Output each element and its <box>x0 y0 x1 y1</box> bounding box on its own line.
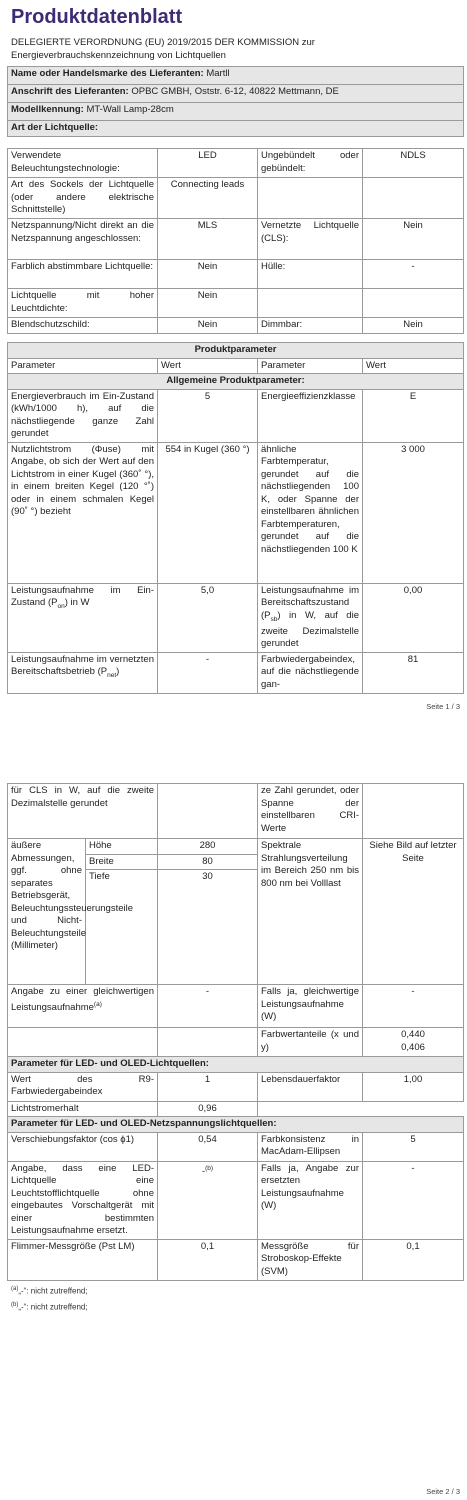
type-label: Art des Sockels der Lichtquelle (oder andere elektrische Schnittstelle) <box>8 178 158 219</box>
column-header-parameter: Parameter <box>258 358 363 374</box>
type-label: Blendschutzschild: <box>8 318 158 334</box>
replacement-value: -$^{(b)}$ <box>158 1161 258 1239</box>
energy-consumption-label: Energieverbrauch im Ein-Zustand (kWh/1000 h), auf die nächstliegende ganze Zahl gerundet <box>8 389 158 442</box>
energy-consumption-value: 5 <box>158 389 258 442</box>
power-networked-value: - <box>158 652 258 693</box>
cri-value: 81 <box>363 652 464 693</box>
type-label: Hülle: <box>258 260 363 289</box>
type-label <box>258 178 363 219</box>
dimensions-label: äußere Abmessungen, ggf. ohne separates Betriebsgerät, Beleuchtungssteuerungsteile und Nicht-Beleuchtungsteile (Millimeter) <box>8 839 86 985</box>
page-title: Produktdatenblatt <box>11 6 183 28</box>
mains-params-heading: Parameter für LED- und OLED-Netzspannungslichtquellen: <box>8 1117 464 1133</box>
color-temperature-value: 3 000 <box>363 442 464 583</box>
color-temperature-label: ähnliche Farbtemperatur, gerundet auf die nächstliegenden 100 K, oder Spanne der einstellbaren ähnlichen Farbtemperaturen, gerundet auf die nächstliegenden 100 K <box>258 442 363 583</box>
type-row <box>8 178 464 219</box>
dimension-width-label: Breite <box>86 854 158 870</box>
model-value: MT-Wall Lamp-28cm <box>86 104 174 115</box>
color-consistency-value: 5 <box>363 1132 464 1161</box>
equivalent-power-watts-value: - <box>363 985 464 1028</box>
product-params-table-continued <box>7 783 464 1281</box>
type-value: Nein <box>363 219 464 260</box>
column-header-parameter: Parameter <box>8 358 158 374</box>
page-number: Seite 2 / 3 <box>426 1487 460 1496</box>
power-on-value: 5,0 <box>158 583 258 652</box>
led-params-heading: Parameter für LED- und OLED-Lichtquellen: <box>8 1057 464 1073</box>
supplier-name-row <box>8 67 464 85</box>
energy-class-value: E <box>363 389 464 442</box>
product-params-table <box>7 342 464 694</box>
spectral-distribution-label: Spektrale Strahlungsverteilung im Bereich 250 nm bis 800 nm bei Volllast <box>258 839 363 985</box>
footnote-a: $^{(a)}$„-“: nicht zutreffend; <box>11 1286 88 1296</box>
flicker-value: 0,1 <box>158 1239 258 1280</box>
power-standby-label: Leistungsaufnahme im Bereitschaftszustand $(P_{sb})$ in W, auf die zweite Dezimalstelle gerundet <box>258 583 363 652</box>
type-label: Vernetzte Lichtquelle (CLS): <box>258 219 363 260</box>
power-networked-label-continued: für CLS in W, auf die zweite Dezimalstelle gerundet <box>8 784 158 839</box>
dimension-depth-value: 30 <box>158 870 258 985</box>
light-source-type-table <box>7 148 464 334</box>
type-value: MLS <box>158 219 258 260</box>
stroboscopic-label: Messgröße für Stroboskop-Effekte (SVM) <box>258 1239 363 1280</box>
type-row <box>8 318 464 334</box>
type-label: Ungebündelt oder gebündelt: <box>258 149 363 178</box>
model-label: Modellkennung: <box>11 104 84 115</box>
page-2 <box>0 775 467 1500</box>
dimension-height-label: Höhe <box>86 839 158 855</box>
dimension-width-value: 80 <box>158 854 258 870</box>
type-label: Netzspannung/Nicht direkt an die Netzspannung angeschlossen: <box>8 219 158 260</box>
equivalent-power-label: Angabe zu einer gleichwertigen Leistungsaufnahme$^{(a)}$ <box>8 985 158 1028</box>
power-networked-label: Leistungsaufnahme im vernetzten Bereitschaftsbetrieb $(P_{net})$ <box>8 652 158 693</box>
type-label: Lichtquelle mit hoher Leuchtdichte: <box>8 289 158 318</box>
type-value: Nein <box>158 260 258 289</box>
type-label <box>258 289 363 318</box>
type-row <box>8 260 464 289</box>
type-value: Nein <box>158 289 258 318</box>
type-label: Verwendete Beleuchtungstechnologie: <box>8 149 158 178</box>
power-factor-label: Verschiebungsfaktor (cos ϕ1) <box>8 1132 158 1161</box>
supplier-address-label: Anschrift des Lieferanten: <box>11 86 129 97</box>
footnote-b: $^{(b)}$„-“: nicht zutreffend; <box>11 1302 88 1312</box>
equivalent-power-watts-label: Falls ja, gleichwertige Leistungsaufnahme (W) <box>258 985 363 1028</box>
dimension-depth-label: Tiefe <box>86 870 158 985</box>
type-value: Nein <box>158 318 258 334</box>
type-label: Dimmbar: <box>258 318 363 334</box>
type-row <box>8 289 464 318</box>
page-number: Seite 1 / 3 <box>426 702 460 711</box>
spectral-distribution-value: Siehe Bild auf letzter Seite <box>363 839 464 985</box>
supplier-name-value: Martll <box>206 68 230 79</box>
type-value: - <box>363 260 464 289</box>
replacement-label: Angabe, dass eine LED-Lichtquelle eine Leuchtstofflichtquelle ohne eingebautes Vorschaltgerät mit einer bestimmten Leistungsaufnahme ersetzt. <box>8 1161 158 1239</box>
replacement-power-value: - <box>363 1161 464 1239</box>
type-label: Farblich abstimmbare Lichtquelle: <box>8 260 158 289</box>
r9-value: 1 <box>158 1072 258 1101</box>
lumen-maintenance-label: Lichtstromerhalt <box>8 1101 158 1117</box>
page-1 <box>0 0 467 718</box>
lumen-maintenance-value: 0,96 <box>158 1101 258 1117</box>
column-header-value: Wert <box>363 358 464 374</box>
stroboscopic-value: 0,1 <box>363 1239 464 1280</box>
lifetime-factor-value: 1,00 <box>363 1072 464 1101</box>
equivalent-power-value: - <box>158 985 258 1028</box>
flicker-label: Flimmer-Messgröße (Pst LM) <box>8 1239 158 1280</box>
type-value: LED <box>158 149 258 178</box>
cri-label-continued: ze Zahl gerundet, oder Spanne der einstellbaren CRI-Werte <box>258 784 363 839</box>
luminous-flux-value: 554 in Kugel (360 °) <box>158 442 258 583</box>
chromaticity-label: Farbwertanteile (x und y) <box>258 1028 363 1057</box>
power-factor-value: 0,54 <box>158 1132 258 1161</box>
type-row <box>8 149 464 178</box>
energy-class-label: Energieeffizienzklasse <box>258 389 363 442</box>
light-source-type-heading: Art der Lichtquelle: <box>8 121 464 137</box>
type-value <box>363 289 464 318</box>
lifetime-factor-label: Lebensdauerfaktor <box>258 1072 363 1101</box>
type-value: NDLS <box>363 149 464 178</box>
type-row <box>8 219 464 260</box>
replacement-power-label: Falls ja, Angabe zur ersetzten Leistungsaufnahme (W) <box>258 1161 363 1239</box>
chromaticity-value <box>363 1028 464 1057</box>
r9-label: Wert des R9-Farbwiedergabeindex <box>8 1072 158 1101</box>
general-params-heading: Allgemeine Produktparameter: <box>8 374 464 390</box>
color-consistency-label: Farbkonsistenz in MacAdam-Ellipsen <box>258 1132 363 1161</box>
column-header-value: Wert <box>158 358 258 374</box>
type-value <box>363 178 464 219</box>
dimension-height-value: 280 <box>158 839 258 855</box>
type-value: Connecting leads <box>158 178 258 219</box>
power-standby-value: 0,00 <box>363 583 464 652</box>
product-params-heading: Produktparameter <box>8 343 464 359</box>
chromaticity-x: 0,440 <box>401 1029 425 1040</box>
supplier-table <box>7 66 464 137</box>
chromaticity-y: 0,406 <box>401 1041 425 1053</box>
supplier-address-row <box>8 85 464 103</box>
model-row <box>8 103 464 121</box>
cri-label: Farbwiedergabeindex, auf die nächstliegende gan- <box>258 652 363 693</box>
supplier-name-label: Name oder Handelsmarke des Lieferanten: <box>11 68 204 79</box>
power-on-label: Leistungsaufnahme im Ein-Zustand $(P_{on})$ in W <box>8 583 158 652</box>
luminous-flux-label: Nutzlichtstrom (Φuse) mit Angabe, ob sich der Wert auf den Lichtstrom in einer Kugel (360˚ °), in einem breiten Kegel (120 °˚) oder in einem schmalen Kegel (90˚ °) bezieht <box>8 442 158 583</box>
regulation-intro: DELEGIERTE VERORDNUNG (EU) 2019/2015 DER KOMMISSION zur Energieverbrauchskennzeichnung von Lichtquellen <box>11 37 315 61</box>
type-value: Nein <box>363 318 464 334</box>
supplier-address-value: OPBC GMBH, Oststr. 6-12, 40822 Mettmann, DE <box>131 86 339 97</box>
